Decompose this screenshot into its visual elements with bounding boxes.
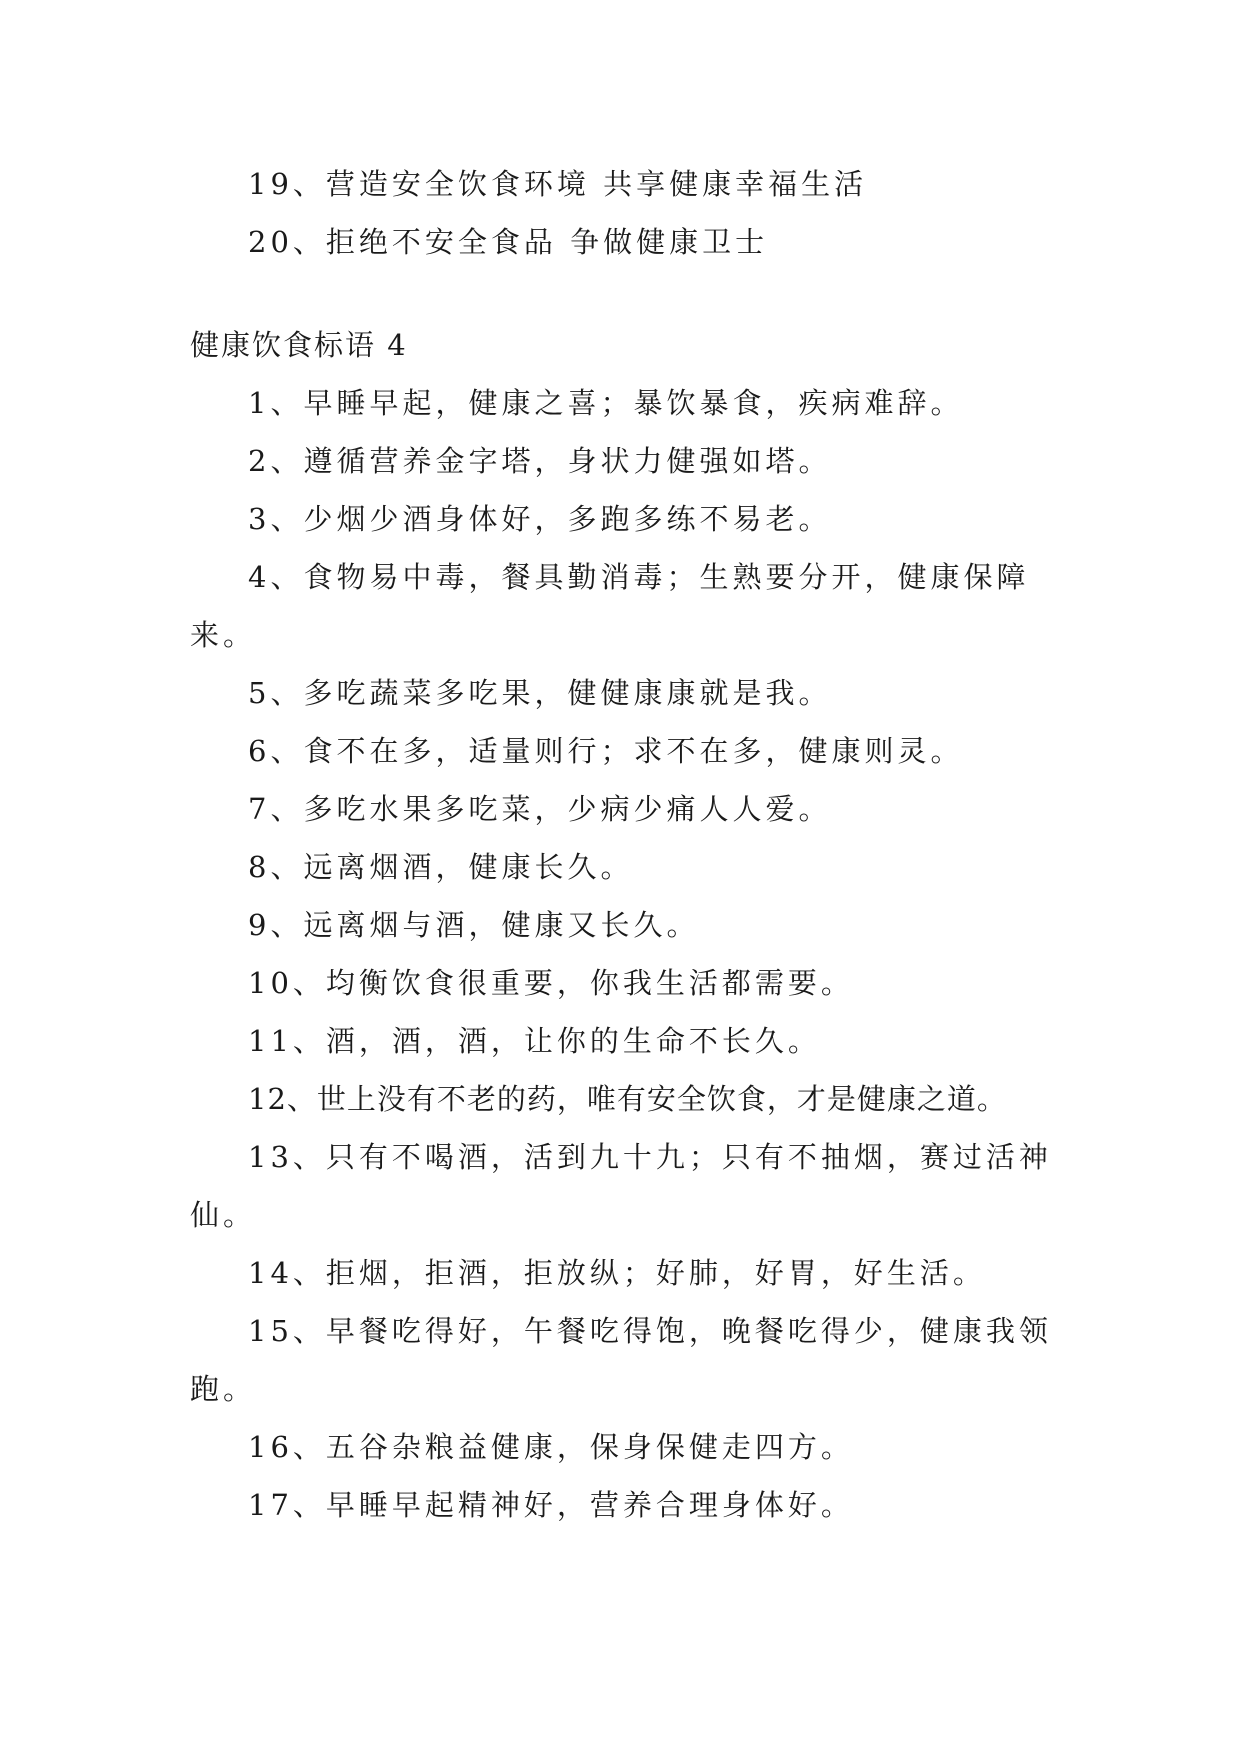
slogan-item-20: 20、拒绝不安全食品 争做健康卫士 [248,225,769,259]
slogan-item-4: 4、食物易中毒，餐具勤消毒；生熟要分开，健康保障来。 [190,560,1030,652]
slogan-item-1: 1、早睡早起，健康之喜；暴饮暴食，疾病难辞。 [248,386,964,420]
slogan-item-12: 12、世上没有不老的药，唯有安全饮食，才是健康之道。 [248,1082,1007,1116]
slogan-item-15: 15、早餐吃得好，午餐吃得饱，晚餐吃得少，健康我领跑。 [190,1314,1052,1406]
slogan-item-6: 6、食不在多，适量则行；求不在多，健康则灵。 [248,734,964,768]
slogan-item-3: 3、少烟少酒身体好，多跑多练不易老。 [248,502,832,536]
slogan-item-7: 7、多吃水果多吃菜，少病少痛人人爱。 [248,792,832,826]
slogan-item-17: 17、早睡早起精神好，营养合理身体好。 [248,1488,854,1522]
slogan-item-10: 10、均衡饮食很重要，你我生活都需要。 [248,966,854,1000]
slogan-item-13: 13、只有不喝酒，活到九十九；只有不抽烟，赛过活神仙。 [190,1140,1052,1232]
slogan-item-14: 14、拒烟，拒酒，拒放纵；好肺，好胃，好生活。 [248,1256,986,1290]
slogan-item-5: 5、多吃蔬菜多吃果，健健康康就是我。 [248,676,832,710]
section-title: 健康饮食标语 4 [190,328,408,362]
slogan-item-19: 19、营造安全饮食环境 共享健康幸福生活 [248,167,868,201]
slogan-item-9: 9、远离烟与酒，健康又长久。 [248,908,700,942]
slogan-item-16: 16、五谷杂粮益健康，保身保健走四方。 [248,1430,854,1464]
slogan-item-8: 8、远离烟酒，健康长久。 [248,850,634,884]
slogan-item-2: 2、遵循营养金字塔，身状力健强如塔。 [248,444,832,478]
slogan-item-11: 11、酒，酒，酒，让你的生命不长久。 [248,1024,821,1058]
